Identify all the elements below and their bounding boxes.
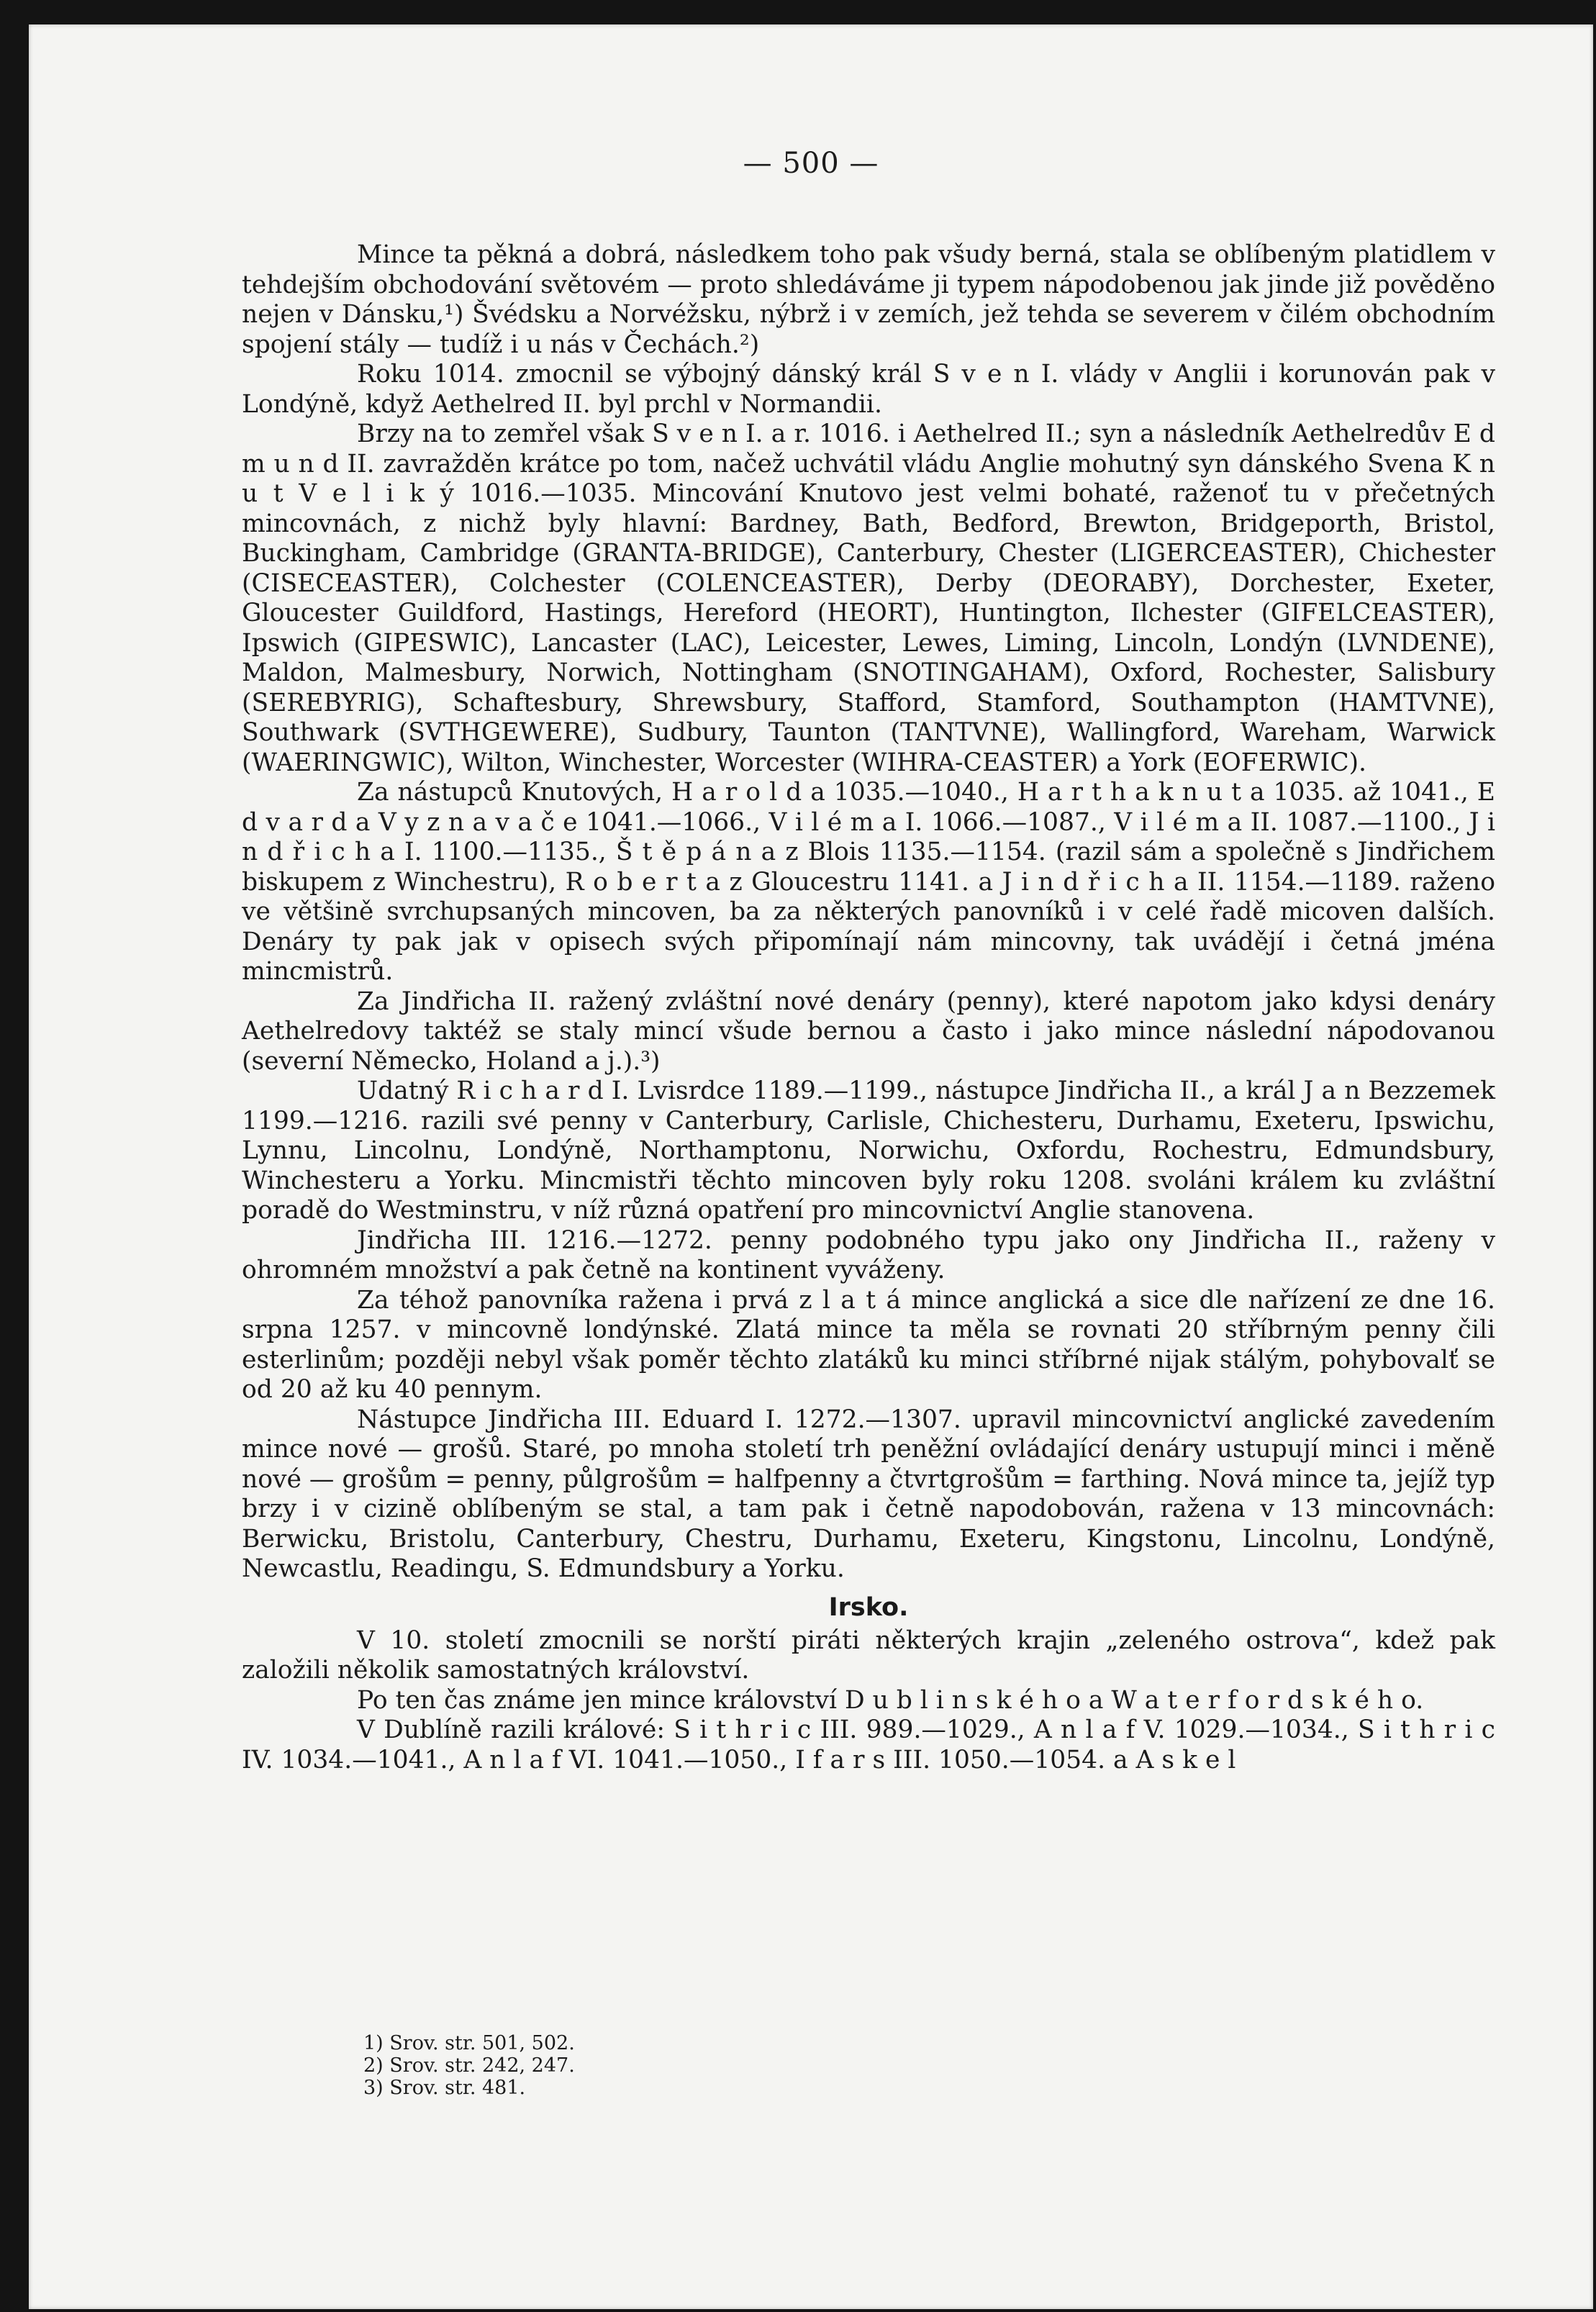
paragraph: Udatný R i c h a r d I. Lvisrdce 1189.—1199., nástupce Jindřicha II., a král J a n Bezzemek 1199.—1216. razili své penny v Canterbury, Carlisle, Chichesteru, Durhamu, Exeteru, Ipswichu, Lynnu, Lincolnu, Londýně, Northamptonu, Norwichu, Oxfordu, Rochestru, Edmundsbury, Winchesteru a Yorku. Mincmistři těchto mincoven byly roku 1208. svoláni králem ku zvláštní poradě do Westminstru, v níž různá opatření pro mincovnictví Anglie stanovena. bbox=[242, 1076, 1495, 1225]
section-heading: Irsko. bbox=[828, 1592, 909, 1622]
paragraph: Jindřicha III. 1216.—1272. penny podobného typu jako ony Jindřicha II., raženy v ohromném množství a pak četně na kontinent vyváženy. bbox=[242, 1225, 1495, 1284]
footnote: 1) Srov. str. 501, 502. bbox=[363, 2032, 575, 2054]
paragraph: Roku 1014. zmocnil se výbojný dánský král S v e n I. vlády v Anglii i korunován pak v Londýně, když Aethelred II. byl prchl v Normandii. bbox=[242, 360, 1495, 419]
document-page bbox=[29, 24, 1593, 2309]
paragraph: Nástupce Jindřicha III. Eduard I. 1272.—1307. upravil mincovnictví anglické zavedením mince nové — grošů. Staré, po mnoha století trh peněžní ovládající denáry ustupují minci i měně nové — grošům = penny, půlgrošům = halfpenny a čtvrtgrošům = farthing. Nová mince ta, jejíž typ brzy i v cizině oblíbeným se stal, a tam pak i četně napodobován, ražena v 13 mincovnách: Berwicku, Bristolu, Canterbury, Chestru, Durhamu, Exeteru, Kingstonu, Lincolnu, Londýně, Newcastlu, Readingu, S. Edmundsbury a Yorku. bbox=[242, 1405, 1495, 1583]
page-number: — 500 — bbox=[743, 147, 879, 180]
paragraph: Za nástupců Knutových, H a r o l d a 1035.—1040., H a r t h a k n u t a 1035. až 1041., E d v a r d a V y z n a v a č e 1041.—1066., V i l é m a I. 1066.—1087., V i l é m a II. 1087.—1100., J i n d ř i c h a I. 1100.—1135., Š t ě p á n a z Blois 1135.—1154. (razil sám a společně s Jindřichem biskupem z Winchestru), R o b e r t a z Gloucestru 1141. a J i n d ř i c h a II. 1154.—1189. raženo ve většině svrchupsaných mincoven, ba za některých panovníků i v celé řadě micoven dalších. Denáry ty pak jak v opisech svých připomínají nám mincovny, tak uvádějí i četná jména mincmistrů. bbox=[242, 778, 1495, 986]
footnote: 2) Srov. str. 242, 247. bbox=[363, 2054, 575, 2077]
paragraph: V 10. století zmocnili se norští piráti některých krajin „zeleného ostrova“, kdež pak založili několik samostatných království. bbox=[242, 1626, 1495, 1685]
paragraph: Za téhož panovníka ražena i prvá z l a t á mince anglická a sice dle nařízení ze dne 16. srpna 1257. v mincovně londýnské. Zlatá mince ta měla se rovnati 20 stříbrným penny čili esterlinům; později nebyl však poměr těchto zlatáků ku minci stříbrné nijak stálým, pohybovalť se od 20 až ku 40 pennym. bbox=[242, 1285, 1495, 1404]
paragraph: Mince ta pěkná a dobrá, následkem toho pak všudy berná, stala se oblíbeným platidlem v tehdejším obchodování světovém — proto shledáváme ji typem nápodobenou jak jinde již pověděno nejen v Dánsku,¹) Švédsku a Norvéžsku, nýbrž i v zemích, jež tehda se severem v čilém obchodním spojení stály — tudíž i u nás v Čechách.²) bbox=[242, 240, 1495, 359]
footnote: 3) Srov. str. 481. bbox=[363, 2077, 526, 2099]
footnotes bbox=[363, 2032, 575, 2099]
paragraph: Po ten čas známe jen mince království D u b l i n s k é h o a W a t e r f o r d s k é h o. bbox=[357, 1685, 1424, 1715]
body-text bbox=[242, 240, 1495, 1775]
paragraph: Brzy na to zemřel však S v e n I. a r. 1016. i Aethelred II.; syn a následník Aethelredův E d m u n d II. zavražděn krátce po tom, načež uchvátil vládu Anglie mohutný syn dánského Svena K n u t V e l i k ý 1016.—1035. Mincování Knutovo jest velmi bohaté, raženoť tu v přečetných mincovnách, z nichž byly hlavní: Bardney, Bath, Bedford, Brewton, Bridgeporth, Bristol, Buckingham, Cambridge (GRANTA-BRIDGE), Canterbury, Chester (LIGERCEASTER), Chichester (CISECEASTER), Colchester (COLENCEASTER), Derby (DEORABY), Dorchester, Exeter, Gloucester Guildford, Hastings, Hereford (HEORT), Huntington, Ilchester (GIFELCEASTER), Ipswich (GIPESWIC), Lancaster (LAC), Leicester, Lewes, Liming, Lincoln, Londýn (LVNDENE), Maldon, Malmesbury, Norwich, Nottingham (SNOTINGAHAM), Oxford, Rochester, Salisbury (SEREBYRIG), Schaftesbury, Shrewsbury, Stafford, Stamford, Southampton (HAMTVNE), Southwark (SVTHGEWERE), Sudbury, Taunton (TANTVNE), Wallingford, Wareham, Warwick (WAERINGWIC), Wilton, Winchester, Worcester (WIHRA-CEASTER) a York (EOFERWIC). bbox=[242, 420, 1495, 777]
paragraph: Za Jindřicha II. ražený zvláštní nové denáry (penny), které napotom jako kdysi denáry Aethelredovy taktéž se staly mincí všude bernou a často i jako mince následní nápodovanou (severní Německo, Holand a j.).³) bbox=[242, 987, 1495, 1076]
paragraph: V Dublíně razili králové: S i t h r i c III. 989.—1029., A n l a f V. 1029.—1034., S i t h r i c IV. 1034.—1041., A n l a f VI. 1041.—1050., I f a r s III. 1050.—1054. a A s k e l bbox=[242, 1715, 1495, 1774]
